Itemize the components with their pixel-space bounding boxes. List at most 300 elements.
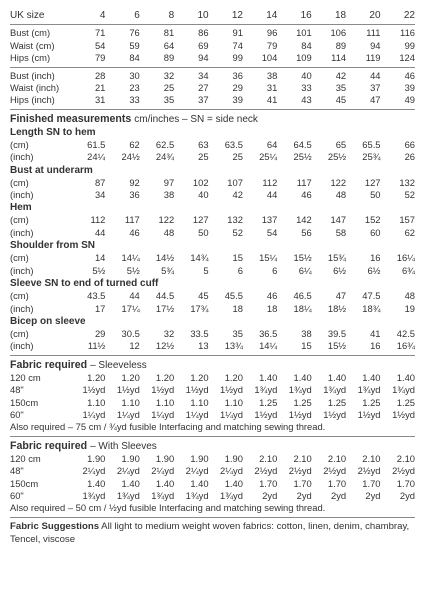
table-cell: 14 [94,252,106,264]
row-label: Hips (cm) [10,52,51,64]
table-cell: 46 [129,226,140,238]
table-cell: 1.25 [362,396,381,408]
table-cell: 50 [370,189,381,201]
table-cell: 1.40 [224,477,243,489]
table-cell: 1¾yd [116,489,140,501]
table-row [10,82,415,94]
row-label: 60" [10,489,24,501]
table-cell: 96 [266,27,278,39]
table-cell: 62 [129,138,140,150]
measurement-group-table [10,177,415,202]
table-cell: 2½yd [357,465,381,477]
row-label: (cm) [10,327,29,339]
table-cell: 119 [365,52,381,64]
table-cell: 1.90 [190,452,209,464]
measurement-group-title: Shoulder from SN [10,240,96,252]
table-cell: 25½ [293,151,312,163]
table-cell: 6½ [367,264,381,276]
table-cell: 14½ [155,252,175,264]
table-cell: 24¼ [87,151,106,163]
table-cell: 122 [158,214,175,226]
table-row [10,384,415,396]
table-cell: 1¼yd [185,408,209,420]
table-cell: 58 [335,226,347,238]
table-cell: 14¼ [121,252,140,264]
table-cell: 12 [231,10,243,21]
table-cell: 1¾yd [185,489,209,501]
table-cell: 18¼ [293,302,312,314]
row-label: (inch) [10,226,34,238]
table-cell: 86 [198,27,209,39]
table-cell: 46 [301,189,312,201]
table-cell: 42 [232,189,243,201]
table-cell: 50 [198,226,209,238]
table-cell: 99 [232,52,243,64]
table-cell: 38 [266,69,278,81]
finished-measurements-title: Finished measurements [10,112,132,125]
table-cell: 6¾ [401,264,415,276]
table-cell: 16 [370,340,381,352]
table-cell: 1½yd [392,408,415,420]
table-cell: 91 [232,27,243,39]
table-cell: 15½ [327,340,347,352]
table-cell: 19 [404,302,415,314]
table-cell: 1¼yd [82,408,106,420]
table-cell: 13 [198,340,209,352]
table-cell: 1.25 [396,396,415,408]
table-cell: 17 [94,302,106,314]
table-cell: 44 [266,189,278,201]
table-cell: 47 [335,290,347,302]
table-cell: 15 [301,340,312,352]
table-cell: 109 [296,52,312,64]
table-row [10,151,415,163]
table-cell: 39 [232,94,243,106]
table-row [10,290,415,302]
table-cell: 1.20 [224,371,243,383]
table-cell: 106 [330,27,347,39]
table-cell: 65 [335,138,347,150]
row-label: Waist (cm) [10,39,55,51]
finished-measurements-note: cm/inches – SN = side neck [134,113,258,125]
measurement-group-title: Bust at underarm [10,164,93,176]
table-cell: 1¾yd [151,489,175,501]
table-cell: 35 [232,327,243,339]
table-cell: 2yd [365,489,381,501]
table-cell: 59 [129,39,140,51]
table-cell: 15¾ [327,252,347,264]
table-cell: 1¾yd [357,384,381,396]
size-header-table [10,10,415,22]
table-cell: 30 [129,69,140,81]
row-label: 150cm [10,396,39,408]
table-cell: 61.5 [87,138,106,150]
table-cell: 152 [364,214,381,226]
table-cell: 16¾ [396,340,415,352]
table-cell: 6¼ [298,264,312,276]
table-cell: 34 [94,189,106,201]
table-cell: 66 [404,138,415,150]
table-cell: 1.20 [155,371,175,383]
table-cell: 4 [99,10,106,21]
table-cell: 15 [232,252,243,264]
table-cell: 1.40 [155,477,175,489]
table-cell: 27 [198,82,209,94]
table-cell: 1.90 [121,452,140,464]
table-cell: 12½ [155,340,175,352]
table-cell: 25 [198,151,209,163]
table-cell: 124 [399,52,415,64]
table-cell: 52 [404,189,415,201]
table-cell: 36 [232,69,243,81]
table-cell: 2.10 [396,452,415,464]
table-cell: 44 [129,290,140,302]
table-cell: 64 [266,138,278,150]
measurement-group-table [10,252,415,277]
measurement-group-title: Sleeve SN to end of turned cuff [10,278,159,290]
table-cell: 11½ [87,340,106,352]
table-cell: 101 [296,27,312,39]
table-cell: 92 [129,176,140,188]
table-cell: 111 [366,27,381,39]
table-cell: 2½yd [254,465,278,477]
table-cell: 64.5 [293,138,312,150]
table-row [10,478,415,490]
table-cell: 45 [198,290,209,302]
table-cell: 29 [232,82,243,94]
table-cell: 94 [198,52,209,64]
table-row [10,70,415,82]
row-label: UK size [10,10,45,21]
table-cell: 1½yd [185,384,209,396]
table-cell: 47.5 [362,290,381,302]
table-cell: 1.90 [155,452,175,464]
table-cell: 1.40 [327,371,347,383]
table-cell: 1.70 [396,477,415,489]
table-cell: 15¼ [259,252,278,264]
table-cell: 1.90 [87,452,106,464]
table-cell: 2½yd [288,465,312,477]
row-label: (inch) [10,302,34,314]
table-cell: 18¾ [362,302,381,314]
table-cell: 89 [335,39,347,51]
table-cell: 8 [168,10,175,21]
table-cell: 13¾ [224,340,243,352]
table-cell: 127 [364,176,381,188]
fabric-sleeveless-heading [10,358,415,372]
table-cell: 10 [197,10,209,21]
table-cell: 1.10 [87,396,106,408]
table-cell: 24½ [121,151,140,163]
row-label: 48" [10,465,24,477]
table-cell: 1¾yd [254,384,278,396]
divider [10,355,415,356]
table-cell: 104 [261,52,278,64]
table-cell: 1.10 [224,396,243,408]
table-cell: 127 [192,214,209,226]
size-header-row [10,10,415,22]
table-cell: 25 [232,151,243,163]
table-cell: 1.25 [327,396,347,408]
table-cell: 1.90 [224,452,243,464]
row-label: (inch) [10,151,34,163]
table-cell: 114 [331,52,347,64]
table-cell: 2¼yd [116,465,140,477]
table-cell: 1¼yd [116,408,140,420]
measurement-group-table [10,328,415,353]
table-cell: 42 [335,69,347,81]
table-cell: 1.20 [190,371,209,383]
table-row [10,372,415,384]
table-cell: 24¾ [155,151,175,163]
table-cell: 87 [94,176,106,188]
fabric-suggestions-title: Fabric Suggestions [10,520,100,532]
table-cell: 12 [129,340,140,352]
table-cell: 142 [296,214,312,226]
table-row [10,397,415,409]
table-cell: 63 [198,138,209,150]
table-cell: 14¾ [190,252,209,264]
table-cell: 5½ [126,264,140,276]
table-cell: 1.20 [87,371,106,383]
table-row [10,303,415,315]
row-label: (inch) [10,264,34,276]
row-label: Bust (inch) [10,69,55,81]
table-cell: 6 [134,10,140,21]
table-cell: 5½ [92,264,106,276]
table-cell: 43.5 [87,290,106,302]
table-cell: 1.70 [362,477,381,489]
table-cell: 1½yd [288,408,312,420]
table-cell: 69 [198,39,209,51]
table-cell: 117 [124,214,140,226]
table-cell: 25¼ [259,151,278,163]
table-cell: 35 [335,82,347,94]
table-row [10,328,415,340]
table-cell: 2¼yd [185,465,209,477]
table-cell: 56 [301,226,312,238]
table-cell: 47 [370,94,381,106]
table-cell: 54 [266,226,278,238]
table-cell: 6 [272,264,278,276]
table-cell: 44.5 [155,290,175,302]
table-cell: 2¼yd [82,465,106,477]
table-cell: 1½yd [151,384,175,396]
table-cell: 48 [404,290,415,302]
fabric-sleeveless-subtitle: – Sleeveless [90,359,147,371]
table-cell: 18 [232,302,243,314]
table-row [10,340,415,352]
table-row [10,139,415,151]
table-cell: 35 [163,94,175,106]
table-cell: 2yd [262,489,278,501]
row-label: (cm) [10,176,29,188]
table-cell: 1.40 [362,371,381,383]
table-cell: 16¼ [396,252,415,264]
row-label: (cm) [10,138,29,150]
table-cell: 21 [94,82,106,94]
measurement-group-table [10,214,415,239]
table-cell: 45 [335,94,347,106]
measurement-group-table [10,290,415,315]
divider [10,517,415,518]
row-label: 150cm [10,477,39,489]
table-cell: 99 [404,39,415,51]
table-cell: 1.40 [87,477,106,489]
table-cell: 1¾yd [392,384,415,396]
table-cell: 157 [399,214,415,226]
table-cell: 1.10 [121,396,140,408]
table-cell: 2yd [331,489,347,501]
table-cell: 1¾yd [288,384,312,396]
table-cell: 39 [404,82,415,94]
row-label: (inch) [10,340,34,352]
table-cell: 2.10 [327,452,347,464]
table-cell: 63.5 [224,138,243,150]
row-label: 120 cm [10,452,41,464]
row-label: (cm) [10,214,29,226]
table-cell: 1.10 [190,396,209,408]
table-cell: 1¼yd [151,408,175,420]
measurement-group-title: Length SN to hem [10,126,96,138]
table-row [10,227,415,239]
table-cell: 147 [330,214,347,226]
table-cell: 46 [404,69,415,81]
table-cell: 1¼yd [220,408,243,420]
finished-measurements-groups [10,126,415,353]
table-cell: 1.40 [121,477,140,489]
table-row [10,177,415,189]
table-cell: 28 [94,69,106,81]
table-cell: 41 [266,94,278,106]
table-cell: 84 [129,52,140,64]
table-cell: 46 [266,290,278,302]
table-cell: 1.25 [259,396,278,408]
table-cell: 16 [370,252,381,264]
table-cell: 1¾yd [323,384,347,396]
table-cell: 2.10 [362,452,381,464]
table-cell: 1.70 [293,477,312,489]
table-cell: 117 [296,176,312,188]
fabric-sleeveless-table [10,372,415,422]
measurement-group-title: Bicep on sleeve [10,315,86,327]
measurement-group-title: Hem [10,202,32,214]
table-cell: 33.5 [190,327,209,339]
row-label: 60" [10,408,24,420]
table-cell: 2.10 [259,452,278,464]
table-cell: 33 [301,82,312,94]
table-row [10,52,415,64]
table-cell: 23 [129,82,140,94]
table-cell: 38 [301,327,312,339]
table-cell: 102 [192,176,209,188]
table-cell: 29 [94,327,106,339]
row-label: Waist (inch) [10,82,60,94]
table-cell: 74 [232,39,243,51]
fabric-sleeveless-title: Fabric required [10,358,88,371]
table-row [10,27,415,39]
table-row [10,40,415,52]
body-measurements-cm-table [10,27,415,64]
table-cell: 1½yd [82,384,106,396]
table-cell: 122 [330,176,347,188]
table-cell: 20 [369,10,381,21]
row-label: (cm) [10,290,29,302]
divider [10,436,415,437]
table-cell: 25 [163,82,175,94]
table-cell: 26 [404,151,415,163]
table-cell: 32 [163,327,175,339]
table-cell: 22 [403,10,415,21]
table-cell: 1.70 [327,477,347,489]
table-cell: 31 [266,82,278,94]
table-cell: 84 [301,39,312,51]
table-cell: 2¼yd [220,465,243,477]
divider [10,109,415,110]
table-cell: 6 [237,264,243,276]
fabric-sleeveless-note: Also required – 75 cm / ¾yd fusible Interfacing and matching sewing thread. [10,421,326,433]
table-cell: 30.5 [121,327,140,339]
table-cell: 15½ [293,252,312,264]
fabric-sleeves-title: Fabric required [10,439,88,452]
table-cell: 60 [370,226,381,238]
table-cell: 2¼yd [151,465,175,477]
table-cell: 40 [301,69,312,81]
table-cell: 1½yd [254,408,278,420]
table-cell: 1.40 [396,371,415,383]
table-cell: 132 [227,214,243,226]
table-cell: 76 [129,27,140,39]
table-cell: 65.5 [362,138,381,150]
fabric-sleeves-heading [10,439,415,453]
table-cell: 48 [335,189,347,201]
fabric-suggestions [10,520,415,546]
table-cell: 1½yd [116,384,140,396]
table-cell: 1¾yd [82,489,106,501]
table-cell: 45.5 [224,290,243,302]
table-cell: 62 [404,226,415,238]
table-cell: 37 [370,82,381,94]
table-cell: 1.10 [155,396,175,408]
fabric-sleeves-note: Also required – 50 cm / ½yd fusible Interfacing and matching sewing thread. [10,502,326,514]
row-label: Bust (cm) [10,27,51,39]
table-cell: 71 [94,27,106,39]
table-row [10,252,415,264]
table-cell: 94 [370,39,381,51]
table-cell: 33 [129,94,140,106]
table-cell: 37 [198,94,209,106]
table-cell: 116 [400,27,415,39]
table-cell: 89 [163,52,175,64]
table-cell: 1½yd [357,408,381,420]
table-cell: 36 [129,189,140,201]
table-cell: 81 [163,27,175,39]
table-cell: 1.40 [293,371,312,383]
size-chart-sheet [10,10,415,546]
row-label: (inch) [10,189,34,201]
table-cell: 44 [94,226,106,238]
table-row [10,409,415,421]
table-cell: 5 [203,264,209,276]
table-cell: 52 [232,226,243,238]
table-cell: 5¾ [161,264,175,276]
table-row [10,189,415,201]
table-cell: 2.10 [293,452,312,464]
table-cell: 132 [399,176,415,188]
fabric-suggestions-text: All light to medium weight woven fabrics: cotton, linen, denim, chambray, Tencel, viscose [10,520,410,545]
table-cell: 2½yd [323,465,347,477]
table-cell: 112 [90,214,106,226]
